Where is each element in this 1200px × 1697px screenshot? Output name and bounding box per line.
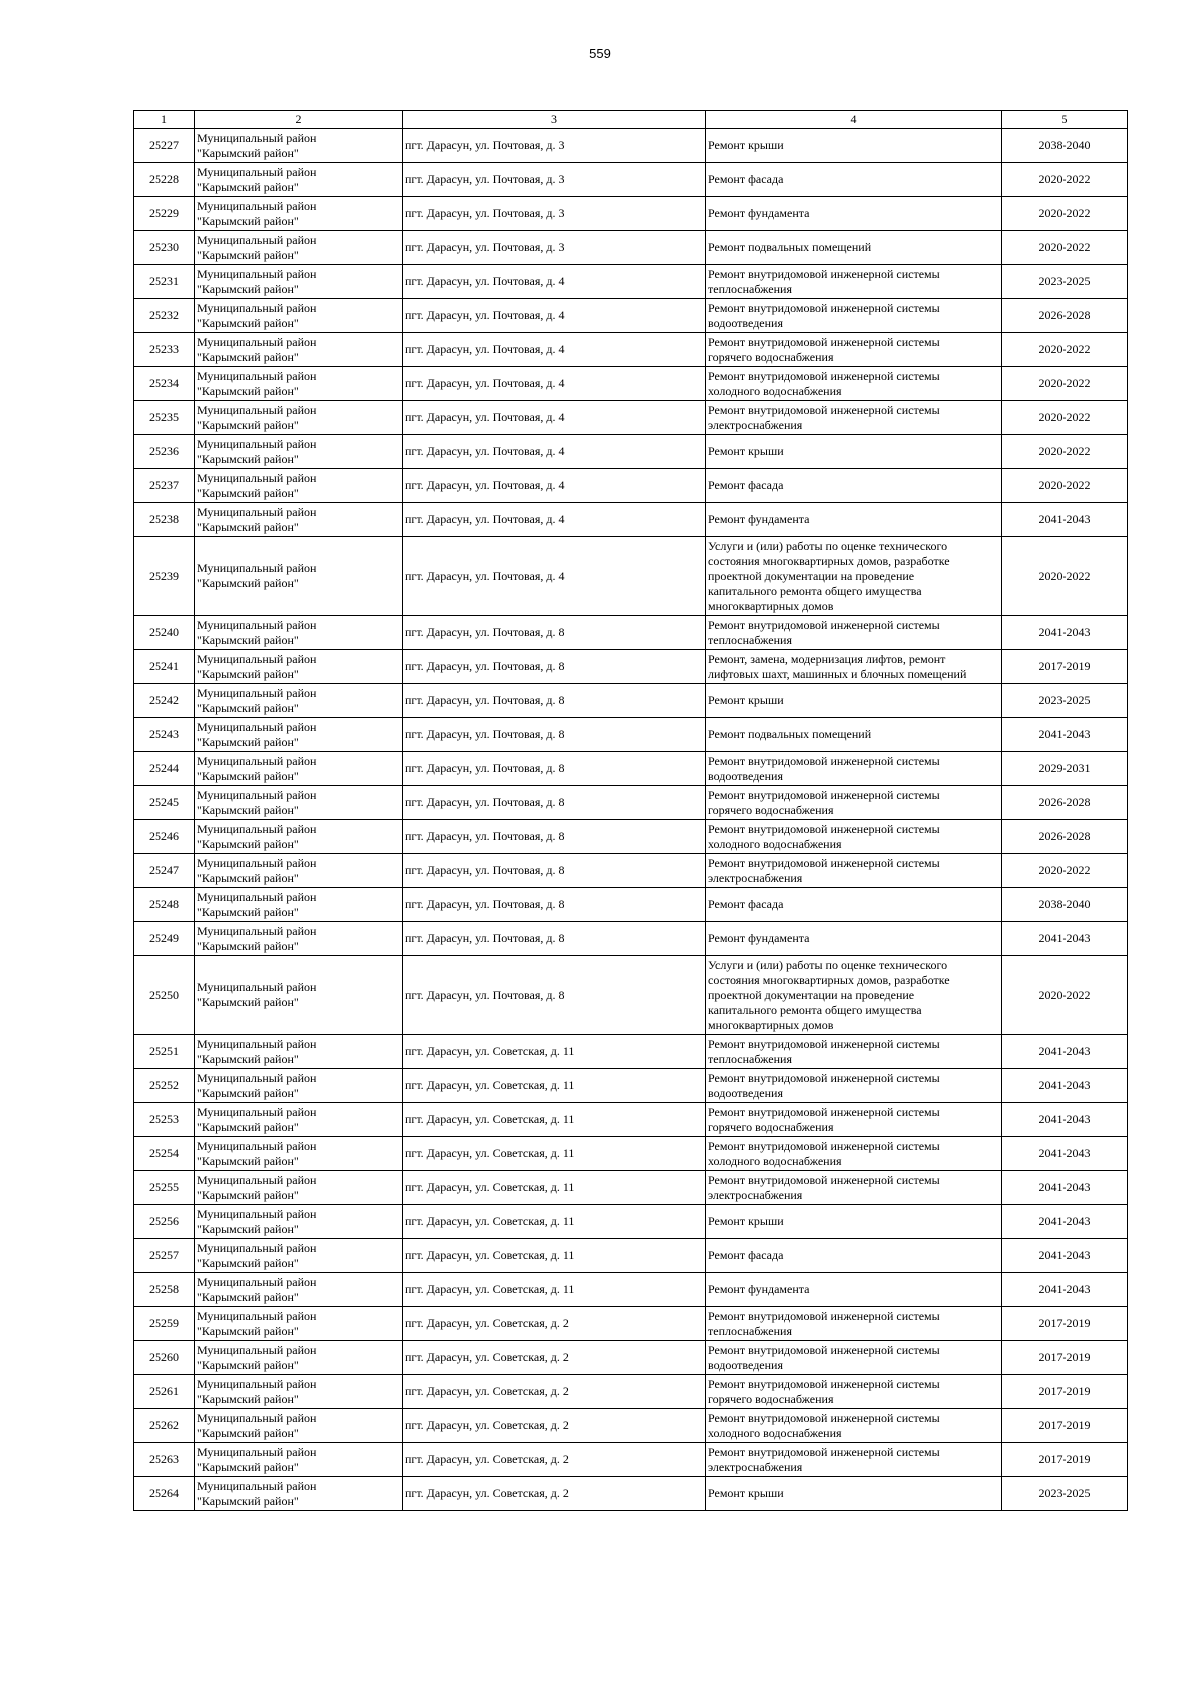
municipality-cell: Муниципальный район "Карымский район" <box>195 197 403 231</box>
table-row <box>134 537 1128 616</box>
municipality-cell: Муниципальный район "Карымский район" <box>195 752 403 786</box>
municipality-cell: Муниципальный район "Карымский район" <box>195 367 403 401</box>
municipality-cell: Муниципальный район "Карымский район" <box>195 1205 403 1239</box>
row-number-cell: 25246 <box>134 820 195 854</box>
period-cell: 2041-2043 <box>1002 616 1128 650</box>
period-cell: 2041-2043 <box>1002 1069 1128 1103</box>
row-number-cell: 25241 <box>134 650 195 684</box>
table-row <box>134 616 1128 650</box>
row-number-cell: 25247 <box>134 854 195 888</box>
address-cell: пгт. Дарасун, ул. Почтовая, д. 8 <box>403 820 706 854</box>
row-number-cell: 25230 <box>134 231 195 265</box>
period-cell: 2020-2022 <box>1002 435 1128 469</box>
work-type-cell: Ремонт фасада <box>706 163 1002 197</box>
municipality-cell: Муниципальный район "Карымский район" <box>195 435 403 469</box>
row-number-cell: 25260 <box>134 1341 195 1375</box>
row-number-cell: 25263 <box>134 1443 195 1477</box>
table-row <box>134 786 1128 820</box>
work-type-cell: Ремонт внутридомовой инженерной системы теплоснабжения <box>706 1035 1002 1069</box>
table-row <box>134 435 1128 469</box>
address-cell: пгт. Дарасун, ул. Советская, д. 2 <box>403 1375 706 1409</box>
work-type-cell: Ремонт фундамента <box>706 1273 1002 1307</box>
municipality-cell: Муниципальный район "Карымский район" <box>195 1069 403 1103</box>
row-number-cell: 25232 <box>134 299 195 333</box>
row-number-cell: 25252 <box>134 1069 195 1103</box>
row-number-cell: 25253 <box>134 1103 195 1137</box>
period-cell: 2041-2043 <box>1002 1035 1128 1069</box>
period-cell: 2020-2022 <box>1002 537 1128 616</box>
period-cell: 2020-2022 <box>1002 401 1128 435</box>
row-number-cell: 25243 <box>134 718 195 752</box>
row-number-cell: 25233 <box>134 333 195 367</box>
municipality-cell: Муниципальный район "Карымский район" <box>195 956 403 1035</box>
row-number-cell: 25237 <box>134 469 195 503</box>
work-type-cell: Ремонт внутридомовой инженерной системы горячего водоснабжения <box>706 786 1002 820</box>
address-cell: пгт. Дарасун, ул. Советская, д. 11 <box>403 1069 706 1103</box>
table-row <box>134 231 1128 265</box>
work-type-cell: Ремонт фасада <box>706 1239 1002 1273</box>
address-cell: пгт. Дарасун, ул. Почтовая, д. 8 <box>403 650 706 684</box>
work-type-cell: Ремонт внутридомовой инженерной системы электроснабжения <box>706 854 1002 888</box>
period-cell: 2026-2028 <box>1002 820 1128 854</box>
period-cell: 2023-2025 <box>1002 1477 1128 1511</box>
address-cell: пгт. Дарасун, ул. Почтовая, д. 3 <box>403 129 706 163</box>
work-type-cell: Ремонт подвальных помещений <box>706 231 1002 265</box>
municipality-cell: Муниципальный район "Карымский район" <box>195 1273 403 1307</box>
work-type-cell: Ремонт фундамента <box>706 503 1002 537</box>
address-cell: пгт. Дарасун, ул. Почтовая, д. 4 <box>403 401 706 435</box>
work-type-cell: Ремонт внутридомовой инженерной системы водоотведения <box>706 752 1002 786</box>
row-number-cell: 25228 <box>134 163 195 197</box>
municipality-cell: Муниципальный район "Карымский район" <box>195 503 403 537</box>
table-row <box>134 1069 1128 1103</box>
work-type-cell: Ремонт фундамента <box>706 922 1002 956</box>
municipality-cell: Муниципальный район "Карымский район" <box>195 1477 403 1511</box>
work-type-cell: Ремонт внутридомовой инженерной системы водоотведения <box>706 299 1002 333</box>
work-type-cell: Ремонт внутридомовой инженерной системы горячего водоснабжения <box>706 1103 1002 1137</box>
municipality-cell: Муниципальный район "Карымский район" <box>195 163 403 197</box>
work-type-cell: Ремонт внутридомовой инженерной системы теплоснабжения <box>706 616 1002 650</box>
period-cell: 2041-2043 <box>1002 718 1128 752</box>
period-cell: 2020-2022 <box>1002 333 1128 367</box>
period-cell: 2017-2019 <box>1002 1341 1128 1375</box>
period-cell: 2029-2031 <box>1002 752 1128 786</box>
work-type-cell: Ремонт внутридомовой инженерной системы горячего водоснабжения <box>706 333 1002 367</box>
row-number-cell: 25240 <box>134 616 195 650</box>
table-row <box>134 1375 1128 1409</box>
table-row <box>134 503 1128 537</box>
table-row <box>134 1273 1128 1307</box>
period-cell: 2020-2022 <box>1002 197 1128 231</box>
row-number-cell: 25234 <box>134 367 195 401</box>
municipality-cell: Муниципальный район "Карымский район" <box>195 231 403 265</box>
row-number-cell: 25231 <box>134 265 195 299</box>
municipality-cell: Муниципальный район "Карымский район" <box>195 1341 403 1375</box>
work-type-cell: Ремонт внутридомовой инженерной системы холодного водоснабжения <box>706 820 1002 854</box>
work-type-cell: Ремонт крыши <box>706 435 1002 469</box>
work-type-cell: Ремонт крыши <box>706 684 1002 718</box>
table-row <box>134 820 1128 854</box>
work-type-cell: Ремонт фасада <box>706 888 1002 922</box>
work-type-cell: Ремонт внутридомовой инженерной системы электроснабжения <box>706 1443 1002 1477</box>
address-cell: пгт. Дарасун, ул. Почтовая, д. 8 <box>403 922 706 956</box>
municipality-cell: Муниципальный район "Карымский район" <box>195 1307 403 1341</box>
table-body <box>134 129 1128 1511</box>
period-cell: 2041-2043 <box>1002 1103 1128 1137</box>
municipality-cell: Муниципальный район "Карымский район" <box>195 854 403 888</box>
municipality-cell: Муниципальный район "Карымский район" <box>195 1239 403 1273</box>
work-type-cell: Ремонт внутридомовой инженерной системы теплоснабжения <box>706 1307 1002 1341</box>
address-cell: пгт. Дарасун, ул. Почтовая, д. 4 <box>403 367 706 401</box>
row-number-cell: 25227 <box>134 129 195 163</box>
table-row <box>134 854 1128 888</box>
municipality-cell: Муниципальный район "Карымский район" <box>195 786 403 820</box>
work-type-cell: Ремонт внутридомовой инженерной системы теплоснабжения <box>706 265 1002 299</box>
address-cell: пгт. Дарасун, ул. Советская, д. 11 <box>403 1205 706 1239</box>
municipality-cell: Муниципальный район "Карымский район" <box>195 616 403 650</box>
address-cell: пгт. Дарасун, ул. Советская, д. 11 <box>403 1137 706 1171</box>
column-header-1: 1 <box>134 111 195 129</box>
row-number-cell: 25242 <box>134 684 195 718</box>
address-cell: пгт. Дарасун, ул. Почтовая, д. 8 <box>403 888 706 922</box>
page-number: 559 <box>589 46 611 61</box>
work-type-cell: Ремонт внутридомовой инженерной системы электроснабжения <box>706 401 1002 435</box>
work-type-cell: Ремонт внутридомовой инженерной системы горячего водоснабжения <box>706 1375 1002 1409</box>
work-type-cell: Ремонт крыши <box>706 1477 1002 1511</box>
address-cell: пгт. Дарасун, ул. Почтовая, д. 4 <box>403 503 706 537</box>
address-cell: пгт. Дарасун, ул. Советская, д. 11 <box>403 1035 706 1069</box>
work-type-cell: Услуги и (или) работы по оценке технического состояния многоквартирных домов, разработке проектной документации на проведение капитального ремонта общего имущества многоквартирных домов <box>706 956 1002 1035</box>
row-number-cell: 25262 <box>134 1409 195 1443</box>
address-cell: пгт. Дарасун, ул. Советская, д. 2 <box>403 1477 706 1511</box>
period-cell: 2041-2043 <box>1002 1205 1128 1239</box>
row-number-cell: 25258 <box>134 1273 195 1307</box>
period-cell: 2041-2043 <box>1002 922 1128 956</box>
address-cell: пгт. Дарасун, ул. Почтовая, д. 8 <box>403 956 706 1035</box>
row-number-cell: 25251 <box>134 1035 195 1069</box>
work-type-cell: Ремонт внутридомовой инженерной системы электроснабжения <box>706 1171 1002 1205</box>
table-row <box>134 1477 1128 1511</box>
table-row <box>134 1239 1128 1273</box>
address-cell: пгт. Дарасун, ул. Советская, д. 2 <box>403 1307 706 1341</box>
table-row <box>134 1137 1128 1171</box>
municipality-cell: Муниципальный район "Карымский район" <box>195 1409 403 1443</box>
address-cell: пгт. Дарасун, ул. Советская, д. 11 <box>403 1103 706 1137</box>
table-row <box>134 469 1128 503</box>
table-row <box>134 197 1128 231</box>
period-cell: 2026-2028 <box>1002 786 1128 820</box>
period-cell: 2041-2043 <box>1002 1273 1128 1307</box>
municipality-cell: Муниципальный район "Карымский район" <box>195 299 403 333</box>
work-type-cell: Ремонт внутридомовой инженерной системы холодного водоснабжения <box>706 1137 1002 1171</box>
municipality-cell: Муниципальный район "Карымский район" <box>195 469 403 503</box>
period-cell: 2023-2025 <box>1002 265 1128 299</box>
row-number-cell: 25257 <box>134 1239 195 1273</box>
period-cell: 2017-2019 <box>1002 1443 1128 1477</box>
address-cell: пгт. Дарасун, ул. Советская, д. 2 <box>403 1341 706 1375</box>
address-cell: пгт. Дарасун, ул. Почтовая, д. 3 <box>403 197 706 231</box>
work-type-cell: Услуги и (или) работы по оценке технического состояния многоквартирных домов, разработке проектной документации на проведение капитального ремонта общего имущества многоквартирных домов <box>706 537 1002 616</box>
table-row <box>134 401 1128 435</box>
municipality-cell: Муниципальный район "Карымский район" <box>195 1137 403 1171</box>
municipality-cell: Муниципальный район "Карымский район" <box>195 1035 403 1069</box>
period-cell: 2020-2022 <box>1002 367 1128 401</box>
period-cell: 2041-2043 <box>1002 1171 1128 1205</box>
municipality-cell: Муниципальный район "Карымский район" <box>195 537 403 616</box>
municipality-cell: Муниципальный район "Карымский район" <box>195 401 403 435</box>
municipality-cell: Муниципальный район "Карымский район" <box>195 684 403 718</box>
address-cell: пгт. Дарасун, ул. Почтовая, д. 4 <box>403 469 706 503</box>
table-row <box>134 752 1128 786</box>
row-number-cell: 25250 <box>134 956 195 1035</box>
address-cell: пгт. Дарасун, ул. Почтовая, д. 8 <box>403 786 706 820</box>
table-row <box>134 163 1128 197</box>
period-cell: 2017-2019 <box>1002 1409 1128 1443</box>
row-number-cell: 25245 <box>134 786 195 820</box>
table-row <box>134 333 1128 367</box>
address-cell: пгт. Дарасун, ул. Почтовая, д. 8 <box>403 684 706 718</box>
work-type-cell: Ремонт внутридомовой инженерной системы водоотведения <box>706 1069 1002 1103</box>
row-number-cell: 25255 <box>134 1171 195 1205</box>
address-cell: пгт. Дарасун, ул. Почтовая, д. 3 <box>403 163 706 197</box>
column-header-3: 3 <box>403 111 706 129</box>
municipality-cell: Муниципальный район "Карымский район" <box>195 1171 403 1205</box>
table-row <box>134 1171 1128 1205</box>
row-number-cell: 25261 <box>134 1375 195 1409</box>
table-row <box>134 1443 1128 1477</box>
period-cell: 2017-2019 <box>1002 1307 1128 1341</box>
row-number-cell: 25236 <box>134 435 195 469</box>
period-cell: 2020-2022 <box>1002 231 1128 265</box>
address-cell: пгт. Дарасун, ул. Советская, д. 11 <box>403 1273 706 1307</box>
work-type-cell: Ремонт, замена, модернизация лифтов, ремонт лифтовых шахт, машинных и блочных помещений <box>706 650 1002 684</box>
header-row <box>134 111 1128 129</box>
period-cell: 2020-2022 <box>1002 956 1128 1035</box>
period-cell: 2017-2019 <box>1002 1375 1128 1409</box>
address-cell: пгт. Дарасун, ул. Почтовая, д. 3 <box>403 231 706 265</box>
work-type-cell: Ремонт крыши <box>706 1205 1002 1239</box>
period-cell: 2023-2025 <box>1002 684 1128 718</box>
table-row <box>134 888 1128 922</box>
table-row <box>134 299 1128 333</box>
municipality-cell: Муниципальный район "Карымский район" <box>195 1375 403 1409</box>
table-row <box>134 265 1128 299</box>
work-type-cell: Ремонт фундамента <box>706 197 1002 231</box>
address-cell: пгт. Дарасун, ул. Советская, д. 2 <box>403 1443 706 1477</box>
column-header-4: 4 <box>706 111 1002 129</box>
row-number-cell: 25254 <box>134 1137 195 1171</box>
municipality-cell: Муниципальный район "Карымский район" <box>195 1103 403 1137</box>
period-cell: 2020-2022 <box>1002 469 1128 503</box>
address-cell: пгт. Дарасун, ул. Советская, д. 11 <box>403 1171 706 1205</box>
table-row <box>134 1307 1128 1341</box>
address-cell: пгт. Дарасун, ул. Почтовая, д. 8 <box>403 718 706 752</box>
period-cell: 2026-2028 <box>1002 299 1128 333</box>
municipality-cell: Муниципальный район "Карымский район" <box>195 718 403 752</box>
repair-schedule-table <box>133 110 1128 1511</box>
row-number-cell: 25238 <box>134 503 195 537</box>
address-cell: пгт. Дарасун, ул. Почтовая, д. 4 <box>403 265 706 299</box>
table-row <box>134 1103 1128 1137</box>
period-cell: 2038-2040 <box>1002 129 1128 163</box>
municipality-cell: Муниципальный район "Карымский район" <box>195 820 403 854</box>
table-row <box>134 684 1128 718</box>
address-cell: пгт. Дарасун, ул. Почтовая, д. 4 <box>403 537 706 616</box>
table-row <box>134 956 1128 1035</box>
municipality-cell: Муниципальный район "Карымский район" <box>195 129 403 163</box>
table-row <box>134 1035 1128 1069</box>
work-type-cell: Ремонт крыши <box>706 129 1002 163</box>
municipality-cell: Муниципальный район "Карымский район" <box>195 333 403 367</box>
period-cell: 2041-2043 <box>1002 1239 1128 1273</box>
address-cell: пгт. Дарасун, ул. Почтовая, д. 8 <box>403 752 706 786</box>
table-row <box>134 1205 1128 1239</box>
municipality-cell: Муниципальный район "Карымский район" <box>195 922 403 956</box>
municipality-cell: Муниципальный район "Карымский район" <box>195 650 403 684</box>
municipality-cell: Муниципальный район "Карымский район" <box>195 265 403 299</box>
period-cell: 2020-2022 <box>1002 163 1128 197</box>
table-row <box>134 1409 1128 1443</box>
row-number-cell: 25249 <box>134 922 195 956</box>
row-number-cell: 25256 <box>134 1205 195 1239</box>
municipality-cell: Муниципальный район "Карымский район" <box>195 1443 403 1477</box>
column-header-2: 2 <box>195 111 403 129</box>
table-row <box>134 922 1128 956</box>
address-cell: пгт. Дарасун, ул. Советская, д. 11 <box>403 1239 706 1273</box>
table-row <box>134 367 1128 401</box>
period-cell: 2041-2043 <box>1002 1137 1128 1171</box>
period-cell: 2041-2043 <box>1002 503 1128 537</box>
work-type-cell: Ремонт внутридомовой инженерной системы водоотведения <box>706 1341 1002 1375</box>
work-type-cell: Ремонт подвальных помещений <box>706 718 1002 752</box>
period-cell: 2038-2040 <box>1002 888 1128 922</box>
address-cell: пгт. Дарасун, ул. Почтовая, д. 4 <box>403 435 706 469</box>
row-number-cell: 25264 <box>134 1477 195 1511</box>
municipality-cell: Муниципальный район "Карымский район" <box>195 888 403 922</box>
address-cell: пгт. Дарасун, ул. Почтовая, д. 8 <box>403 616 706 650</box>
column-header-5: 5 <box>1002 111 1128 129</box>
row-number-cell: 25229 <box>134 197 195 231</box>
table-row <box>134 1341 1128 1375</box>
work-type-cell: Ремонт внутридомовой инженерной системы холодного водоснабжения <box>706 367 1002 401</box>
address-cell: пгт. Дарасун, ул. Почтовая, д. 8 <box>403 854 706 888</box>
table-row <box>134 718 1128 752</box>
row-number-cell: 25235 <box>134 401 195 435</box>
row-number-cell: 25259 <box>134 1307 195 1341</box>
table-row <box>134 650 1128 684</box>
table-row <box>134 129 1128 163</box>
period-cell: 2017-2019 <box>1002 650 1128 684</box>
period-cell: 2020-2022 <box>1002 854 1128 888</box>
work-type-cell: Ремонт фасада <box>706 469 1002 503</box>
address-cell: пгт. Дарасун, ул. Почтовая, д. 4 <box>403 333 706 367</box>
address-cell: пгт. Дарасун, ул. Советская, д. 2 <box>403 1409 706 1443</box>
row-number-cell: 25239 <box>134 537 195 616</box>
row-number-cell: 25244 <box>134 752 195 786</box>
address-cell: пгт. Дарасун, ул. Почтовая, д. 4 <box>403 299 706 333</box>
work-type-cell: Ремонт внутридомовой инженерной системы холодного водоснабжения <box>706 1409 1002 1443</box>
row-number-cell: 25248 <box>134 888 195 922</box>
